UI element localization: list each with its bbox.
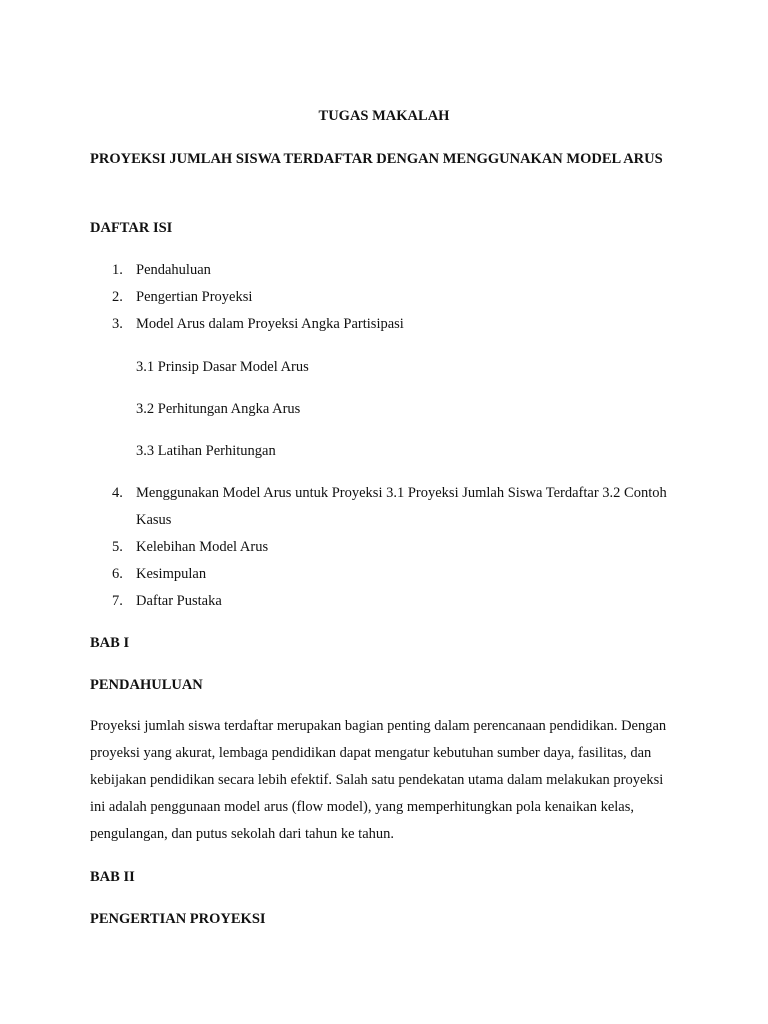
toc-item [90,284,680,311]
toc-item-number: 5. [112,539,123,555]
toc-item [90,561,680,588]
toc-item-label: Menggunakan Model Arus untuk Proyeksi 3.1 Proyeksi Jumlah Siswa Terdaftar 3.2 Contoh Kasus [136,485,667,528]
document-title: TUGAS MAKALAH [318,108,450,124]
toc-item-label: Pengertian Proyeksi [136,289,253,305]
toc-item [90,257,680,284]
document-subtitle: PROYEKSI JUMLAH SISWA TERDAFTAR DENGAN MENGGUNAKAN MODEL ARUS [90,151,663,167]
toc-subitem: 3.1 Prinsip Dasar Model Arus [136,359,309,375]
toc-list-continued [90,480,680,615]
chapter-label: BAB II [90,869,135,885]
chapter-heading: PENDAHULUAN [90,677,203,693]
toc-item-number: 3. [112,316,123,332]
toc-item-label: Kesimpulan [136,566,207,582]
body-paragraph: Proyeksi jumlah siswa terdaftar merupakan bagian penting dalam perencanaan pendidikan. Dengan proyeksi yang akurat, lembaga pendidikan dapat mengatur kebutuhan sumber daya, fasilitas, dan kebijakan pendidikan secara lebih efektif. Salah satu pendekatan utama dalam melakukan proyeksi ini adalah penggunaan model arus (flow model), yang memperhitungkan pola kenaikan kelas, pengulangan, dan putus sekolah dari tahun ke tahun. [90,718,667,842]
toc-subitem: 3.2 Perhitungan Angka Arus [136,401,301,417]
toc-item-label: Model Arus dalam Proyeksi Angka Partisipasi [136,316,404,332]
toc-item-number: 1. [112,262,123,278]
toc-subitem: 3.3 Latihan Perhitungan [136,443,276,459]
toc-item-number: 7. [112,593,123,609]
chapter-label: BAB I [90,635,130,651]
toc-heading: DAFTAR ISI [90,220,173,236]
chapter-heading: PENGERTIAN PROYEKSI [90,911,266,927]
toc-item [90,480,680,534]
toc-item-number: 2. [112,289,123,305]
toc-item-number: 6. [112,566,123,582]
toc-item-number: 4. [112,485,123,501]
toc-list-main [90,257,680,338]
toc-item [90,311,680,338]
toc-item [90,534,680,561]
toc-item-label: Kelebihan Model Arus [136,539,269,555]
toc-item-label: Pendahuluan [136,262,211,278]
toc-item-label: Daftar Pustaka [136,593,222,609]
toc-item [90,588,680,615]
